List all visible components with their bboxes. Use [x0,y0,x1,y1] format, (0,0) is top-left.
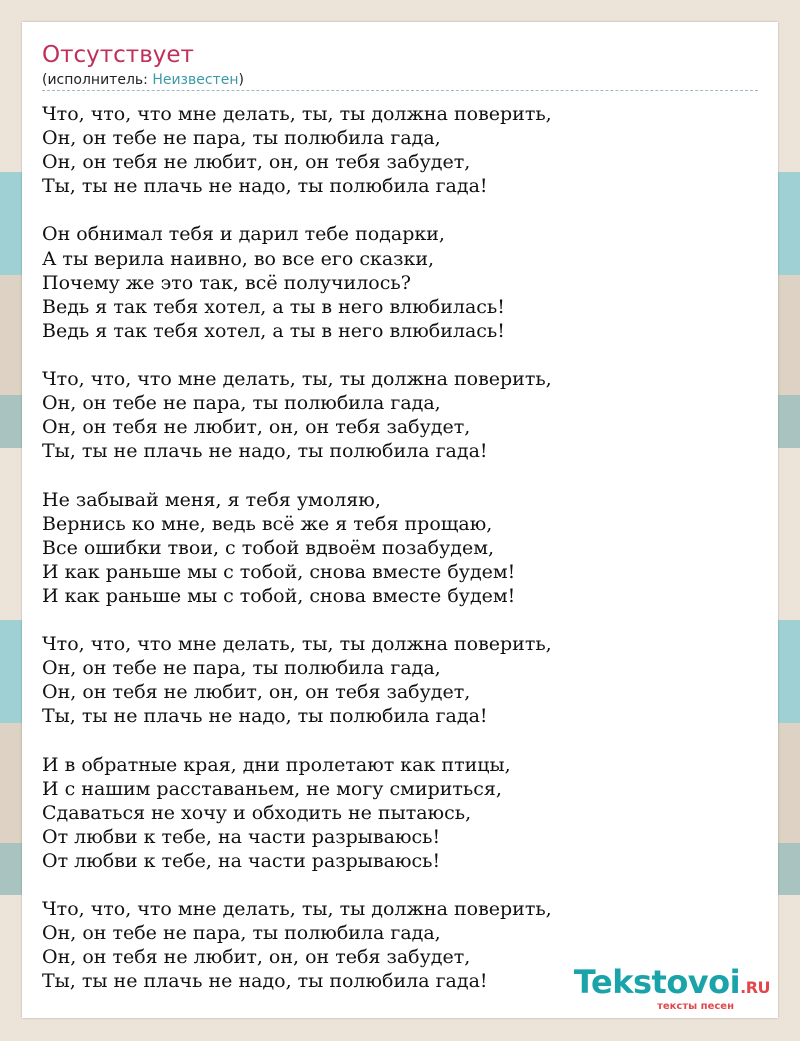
logo-tagline: тексты песен [657,1001,734,1012]
artist-suffix: ) [238,72,244,88]
lyrics-card [22,22,778,1018]
artist-link[interactable]: Неизвестен [152,72,239,88]
song-title: Отсутствует [42,42,194,68]
site-logo [574,965,770,1012]
title-divider [42,90,758,91]
artist-prefix: (исполнитель: [42,72,153,88]
logo-wordmark [574,965,770,1005]
artist-line [42,71,244,89]
lyrics-text: Что, что, что мне делать, ты, ты должна поверить, Он, он тебе не пара, ты полюбила гада, Он, он тебя не любит, он, он тебя забудет, Ты, ты не плачь не надо, ты полюбила гада! Он обнимал тебя и дарил тебе подарки, А ты верила наивно, во все его сказки, Почему же это так, всё получилось? Ведь я так тебя хотел, а ты в него влюбилась! Ведь я так тебя хотел, а ты в него влюбилась! Что, что, что мне делать, ты, ты должна поверить, Он, он тебе не пара, ты полюбила гада, Он, он тебя не любит, он, он тебя забудет, Ты, ты не плачь не надо, ты полюбила гада! Не забывай меня, я тебя умоляю, Вернись ко мне, ведь всё же я тебя прощаю, Все ошибки твои, с тобой вдвоём позабудем, И как раньше мы с тобой, снова вместе будем! И как раньше мы с тобой, снова вместе будем! Что, что, что мне делать, ты, ты должна поверить, Он, он тебе не пара, ты полюбила гада, Он, он тебя не любит, он, он тебя забудет, Ты, ты не плачь не надо, ты полюбила гада! И в обратные края, дни пролетают как птицы, И с нашим расставаньем, не могу смириться, Сдаваться не хочу и обходить не пытаюсь, От любви к тебе, на части разрываюсь! От любви к тебе, на части разрываюсь! Что, что, что мне делать, ты, ты должна поверить, Он, он тебе не пара, ты полюбила гада, Он, он тебя не любит, он, он тебя забудет, Ты, ты не плачь не надо, ты полюбила гада! [42,103,552,993]
logo-brand: Tekstovoi [573,963,741,1001]
logo-tld: .RU [740,978,770,997]
